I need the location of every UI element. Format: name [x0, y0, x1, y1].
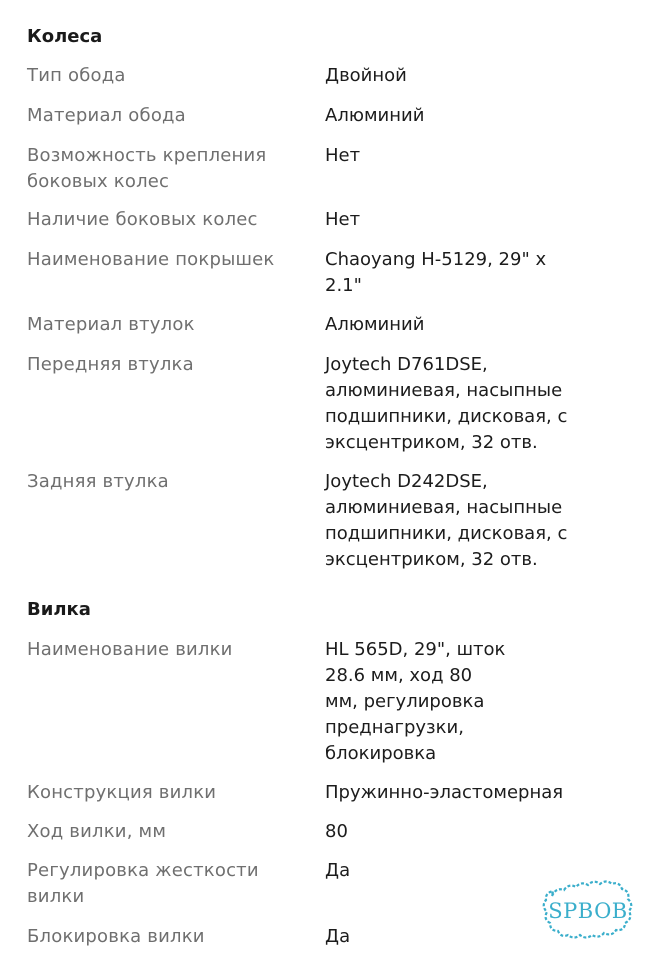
spec-value: Двойной [325, 65, 407, 86]
spec-label: Тип обода [27, 65, 126, 86]
spec-label: Наименование покрышек [27, 249, 275, 270]
spec-value: 80 [325, 821, 348, 842]
spec-label: Возможность крепления боковых колес [27, 145, 267, 192]
spec-label: Материал втулок [27, 314, 195, 335]
watermark-logo [538, 880, 638, 944]
spec-label: Ход вилки, мм [27, 821, 167, 842]
section-title-fork: Вилка [27, 599, 91, 620]
spec-label: Наличие боковых колес [27, 209, 258, 230]
spec-label: Передняя втулка [27, 354, 194, 375]
spec-value: HL 565D, 29", шток 28.6 мм, ход 80 мм, регулировка преднагрузки, блокировка [325, 639, 506, 764]
spec-label: Наименование вилки [27, 639, 233, 660]
spec-value: Да [325, 926, 351, 947]
spec-value: Нет [325, 209, 361, 230]
spec-label: Блокировка вилки [27, 926, 205, 947]
spec-value: Алюминий [325, 105, 425, 126]
spec-label: Задняя втулка [27, 471, 169, 492]
spec-value: Joytech D761DSE, алюминиевая, насыпные подшипники, дисковая, с эксцентриком, 32 отв. [325, 354, 568, 453]
spec-value: Алюминий [325, 314, 425, 335]
spec-label: Материал обода [27, 105, 186, 126]
spec-value: Chaoyang H-5129, 29" x 2.1" [325, 249, 547, 296]
spec-label: Конструкция вилки [27, 782, 217, 803]
watermark-text: SPBOB [548, 899, 628, 923]
section-title-wheels: Колеса [27, 26, 103, 47]
spec-label: Регулировка жесткости вилки [27, 860, 259, 907]
spec-value: Нет [325, 145, 361, 166]
spec-value: Joytech D242DSE, алюминиевая, насыпные подшипники, дисковая, с эксцентриком, 32 отв. [325, 471, 568, 570]
spec-value: Пружинно-эластомерная [325, 782, 564, 803]
spec-value: Да [325, 860, 351, 881]
